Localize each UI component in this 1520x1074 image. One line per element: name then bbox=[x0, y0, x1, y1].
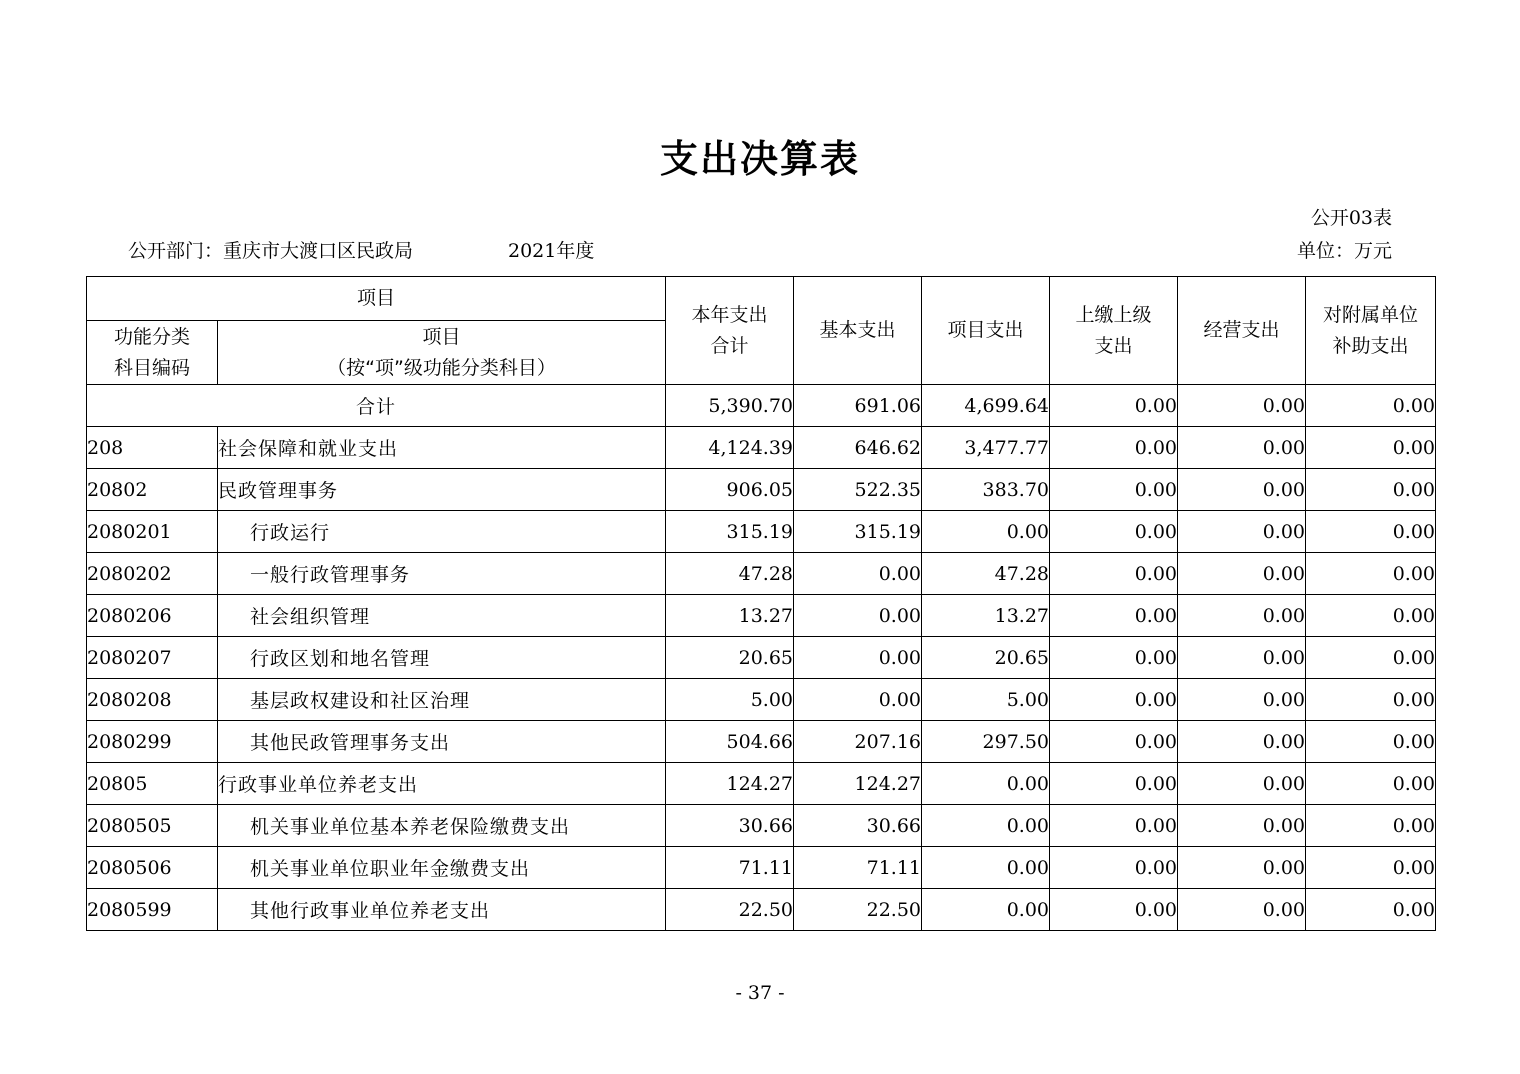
table-row bbox=[87, 553, 1436, 595]
row-value: 0.00 bbox=[922, 805, 1050, 847]
row-code: 208 bbox=[87, 427, 218, 469]
row-value: 0.00 bbox=[1050, 721, 1178, 763]
total-value: 5,390.70 bbox=[666, 385, 794, 427]
table-row bbox=[87, 679, 1436, 721]
row-value: 124.27 bbox=[666, 763, 794, 805]
row-code: 2080505 bbox=[87, 805, 218, 847]
row-value: 0.00 bbox=[922, 511, 1050, 553]
total-value: 691.06 bbox=[794, 385, 922, 427]
row-value: 0.00 bbox=[794, 637, 922, 679]
table-row bbox=[87, 637, 1436, 679]
row-value: 315.19 bbox=[794, 511, 922, 553]
row-value: 0.00 bbox=[1178, 847, 1306, 889]
table-row bbox=[87, 763, 1436, 805]
form-number: 公开03表 bbox=[1310, 207, 1392, 229]
row-value: 0.00 bbox=[1178, 679, 1306, 721]
table-row bbox=[87, 427, 1436, 469]
total-value: 0.00 bbox=[1178, 385, 1306, 427]
row-value: 0.00 bbox=[922, 889, 1050, 931]
row-value: 0.00 bbox=[1178, 889, 1306, 931]
header-total: 本年支出 合计 bbox=[666, 277, 794, 385]
page-number: - 37 - bbox=[735, 982, 785, 1004]
row-value: 5.00 bbox=[666, 679, 794, 721]
row-value: 20.65 bbox=[666, 637, 794, 679]
row-value: 297.50 bbox=[922, 721, 1050, 763]
row-value: 0.00 bbox=[1178, 721, 1306, 763]
row-value: 71.11 bbox=[794, 847, 922, 889]
header-operation: 经营支出 bbox=[1178, 277, 1306, 385]
row-value: 0.00 bbox=[1306, 721, 1436, 763]
total-value: 0.00 bbox=[1050, 385, 1178, 427]
row-code: 20805 bbox=[87, 763, 218, 805]
row-value: 0.00 bbox=[1050, 805, 1178, 847]
row-value: 0.00 bbox=[1178, 595, 1306, 637]
row-value: 13.27 bbox=[666, 595, 794, 637]
row-name: 基层政权建设和社区治理 bbox=[218, 679, 666, 721]
row-value: 0.00 bbox=[922, 763, 1050, 805]
table-row bbox=[87, 847, 1436, 889]
row-value: 0.00 bbox=[1050, 469, 1178, 511]
row-value: 0.00 bbox=[1178, 511, 1306, 553]
row-value: 0.00 bbox=[1050, 553, 1178, 595]
row-value: 0.00 bbox=[1178, 763, 1306, 805]
row-value: 0.00 bbox=[794, 595, 922, 637]
row-name: 机关事业单位基本养老保险缴费支出 bbox=[218, 805, 666, 847]
total-label: 合计 bbox=[87, 385, 666, 427]
row-code: 2080599 bbox=[87, 889, 218, 931]
fiscal-year: 2021年度 bbox=[508, 240, 595, 262]
table-row bbox=[87, 889, 1436, 931]
row-value: 0.00 bbox=[1178, 469, 1306, 511]
table-row bbox=[87, 469, 1436, 511]
row-code: 2080202 bbox=[87, 553, 218, 595]
row-name: 一般行政管理事务 bbox=[218, 553, 666, 595]
header-name: 项目 （按“项”级功能分类科目） bbox=[218, 321, 666, 385]
header-subsidy: 对附属单位 补助支出 bbox=[1306, 277, 1436, 385]
row-value: 0.00 bbox=[1306, 637, 1436, 679]
row-value: 0.00 bbox=[1178, 427, 1306, 469]
row-value: 0.00 bbox=[1306, 763, 1436, 805]
row-code: 2080201 bbox=[87, 511, 218, 553]
row-value: 383.70 bbox=[922, 469, 1050, 511]
row-name: 社会保障和就业支出 bbox=[218, 427, 666, 469]
row-value: 124.27 bbox=[794, 763, 922, 805]
row-value: 47.28 bbox=[922, 553, 1050, 595]
header-project: 项目 bbox=[87, 277, 666, 321]
row-value: 0.00 bbox=[1306, 511, 1436, 553]
department-label: 公开部门：重庆市大渡口区民政局 bbox=[128, 240, 414, 262]
row-value: 0.00 bbox=[1178, 553, 1306, 595]
row-value: 0.00 bbox=[1306, 889, 1436, 931]
row-value: 22.50 bbox=[666, 889, 794, 931]
row-value: 71.11 bbox=[666, 847, 794, 889]
row-name: 民政管理事务 bbox=[218, 469, 666, 511]
header-code: 功能分类 科目编码 bbox=[87, 321, 218, 385]
row-code: 2080206 bbox=[87, 595, 218, 637]
row-name: 行政运行 bbox=[218, 511, 666, 553]
row-value: 0.00 bbox=[1306, 427, 1436, 469]
row-name: 其他民政管理事务支出 bbox=[218, 721, 666, 763]
row-value: 0.00 bbox=[922, 847, 1050, 889]
row-name: 行政区划和地名管理 bbox=[218, 637, 666, 679]
row-value: 0.00 bbox=[1050, 511, 1178, 553]
row-value: 207.16 bbox=[794, 721, 922, 763]
row-value: 13.27 bbox=[922, 595, 1050, 637]
row-value: 0.00 bbox=[1306, 805, 1436, 847]
row-value: 22.50 bbox=[794, 889, 922, 931]
table-row bbox=[87, 511, 1436, 553]
row-value: 522.35 bbox=[794, 469, 922, 511]
row-value: 0.00 bbox=[794, 553, 922, 595]
row-value: 30.66 bbox=[666, 805, 794, 847]
row-value: 0.00 bbox=[1050, 847, 1178, 889]
row-code: 2080207 bbox=[87, 637, 218, 679]
row-value: 0.00 bbox=[1050, 679, 1178, 721]
row-value: 0.00 bbox=[1178, 637, 1306, 679]
row-value: 0.00 bbox=[1306, 469, 1436, 511]
row-value: 5.00 bbox=[922, 679, 1050, 721]
row-value: 504.66 bbox=[666, 721, 794, 763]
page-title: 支出决算表 bbox=[659, 137, 860, 181]
row-value: 3,477.77 bbox=[922, 427, 1050, 469]
row-value: 906.05 bbox=[666, 469, 794, 511]
row-value: 0.00 bbox=[1306, 847, 1436, 889]
row-code: 2080506 bbox=[87, 847, 218, 889]
table-row bbox=[87, 805, 1436, 847]
row-value: 0.00 bbox=[1306, 679, 1436, 721]
row-value: 30.66 bbox=[794, 805, 922, 847]
table-row bbox=[87, 595, 1436, 637]
row-value: 20.65 bbox=[922, 637, 1050, 679]
table-row bbox=[87, 721, 1436, 763]
row-value: 4,124.39 bbox=[666, 427, 794, 469]
row-value: 0.00 bbox=[1050, 637, 1178, 679]
row-value: 0.00 bbox=[794, 679, 922, 721]
row-name: 其他行政事业单位养老支出 bbox=[218, 889, 666, 931]
total-value: 4,699.64 bbox=[922, 385, 1050, 427]
row-value: 315.19 bbox=[666, 511, 794, 553]
row-value: 0.00 bbox=[1050, 763, 1178, 805]
total-value: 0.00 bbox=[1306, 385, 1436, 427]
row-code: 2080299 bbox=[87, 721, 218, 763]
row-value: 47.28 bbox=[666, 553, 794, 595]
row-name: 社会组织管理 bbox=[218, 595, 666, 637]
row-value: 0.00 bbox=[1178, 805, 1306, 847]
row-code: 2080208 bbox=[87, 679, 218, 721]
row-value: 0.00 bbox=[1050, 595, 1178, 637]
row-value: 0.00 bbox=[1306, 553, 1436, 595]
row-value: 0.00 bbox=[1306, 595, 1436, 637]
expenditure-table bbox=[86, 276, 1436, 931]
header-basic: 基本支出 bbox=[794, 277, 922, 385]
header-upper-payment: 上缴上级 支出 bbox=[1050, 277, 1178, 385]
unit-label: 单位：万元 bbox=[1296, 240, 1392, 262]
row-name: 机关事业单位职业年金缴费支出 bbox=[218, 847, 666, 889]
row-value: 0.00 bbox=[1050, 889, 1178, 931]
row-value: 0.00 bbox=[1050, 427, 1178, 469]
header-project-expense: 项目支出 bbox=[922, 277, 1050, 385]
row-code: 20802 bbox=[87, 469, 218, 511]
row-value: 646.62 bbox=[794, 427, 922, 469]
total-row bbox=[87, 385, 1436, 427]
row-name: 行政事业单位养老支出 bbox=[218, 763, 666, 805]
